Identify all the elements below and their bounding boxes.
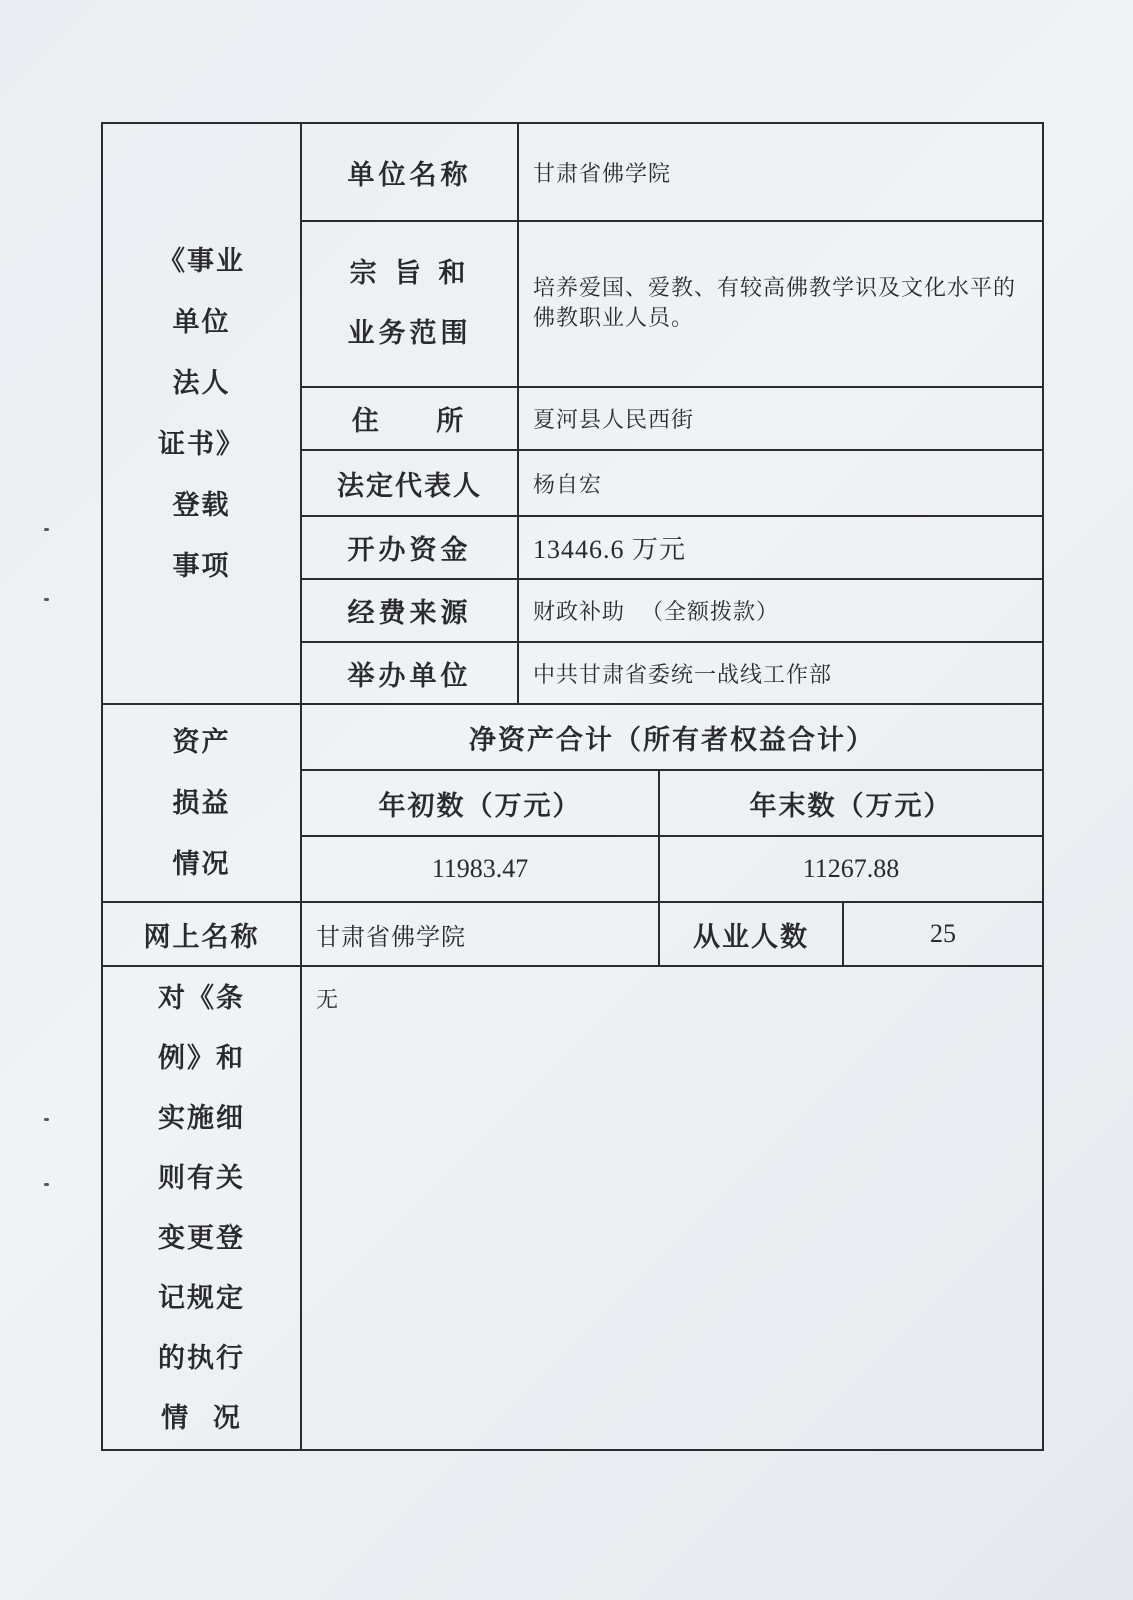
side-line: 记规定 xyxy=(158,1283,245,1314)
row-regulation-compliance xyxy=(102,966,1043,1450)
side-header-assets xyxy=(102,704,301,902)
value-funding-source: 财政补助 （全额拨款） xyxy=(518,579,1043,642)
value-unit-name: 甘肃省佛学院 xyxy=(518,123,1043,221)
side-line: 法人 xyxy=(172,367,231,399)
value-year-end: 11267.88 xyxy=(659,836,1043,902)
punch-mark xyxy=(44,528,49,531)
side-line: 《事业 xyxy=(158,245,245,277)
side-line: 情 况 xyxy=(161,1403,242,1434)
side-line: 变更登 xyxy=(158,1223,245,1254)
value-sponsor: 中共甘肃省委统一战线工作部 xyxy=(518,642,1043,704)
label-staff-count: 从业人数 xyxy=(659,902,843,966)
side-line: 证书》 xyxy=(158,428,245,460)
value-compliance: 无 xyxy=(301,966,1043,1450)
label-purpose-scope xyxy=(301,221,518,387)
side-line: 的执行 xyxy=(158,1343,245,1374)
value-year-start: 11983.47 xyxy=(301,836,659,902)
label-year-end: 年末数（万元） xyxy=(659,770,1043,836)
side-line: 事项 xyxy=(172,550,231,582)
value-start-capital: 13446.6 万元 xyxy=(518,516,1043,579)
punch-mark xyxy=(44,1118,49,1121)
side-header-certificate-items xyxy=(102,123,301,704)
row-online-name xyxy=(102,902,1043,966)
value-staff-count: 25 xyxy=(843,902,1043,966)
label-start-capital: 开办资金 xyxy=(301,516,518,579)
punch-mark xyxy=(44,1183,49,1186)
label-line: 业务范围 xyxy=(347,318,472,349)
value-address: 夏河县人民西街 xyxy=(518,387,1043,450)
registration-form-table xyxy=(101,122,1044,1451)
label-funding-source: 经费来源 xyxy=(301,579,518,642)
row-unit-name xyxy=(102,123,1043,221)
side-line: 单位 xyxy=(172,306,231,338)
label-unit-name: 单位名称 xyxy=(301,123,518,221)
label-online-name: 网上名称 xyxy=(102,902,301,966)
value-purpose-scope: 培养爱国、爱教、有较高佛教学识及文化水平的佛教职业人员。 xyxy=(518,221,1043,387)
label-year-start: 年初数（万元） xyxy=(301,770,659,836)
label-line: 宗 旨 和 xyxy=(349,258,470,289)
side-line: 对《条 xyxy=(158,983,245,1014)
net-assets-header: 净资产合计（所有者权益合计） xyxy=(301,704,1043,770)
side-line: 实施细 xyxy=(158,1103,245,1134)
side-line: 情况 xyxy=(172,848,231,880)
side-line: 损益 xyxy=(172,787,231,819)
side-line: 资产 xyxy=(172,726,231,758)
label-address: 住 所 xyxy=(301,387,518,450)
side-line: 登载 xyxy=(172,489,231,521)
row-net-assets-header xyxy=(102,704,1043,770)
side-line: 例》和 xyxy=(158,1043,245,1074)
side-header-compliance xyxy=(102,966,301,1450)
label-sponsor: 举办单位 xyxy=(301,642,518,704)
value-legal-representative: 杨自宏 xyxy=(518,450,1043,516)
label-legal-representative: 法定代表人 xyxy=(301,450,518,516)
side-line: 则有关 xyxy=(158,1163,245,1194)
punch-mark xyxy=(44,598,49,601)
value-online-name: 甘肃省佛学院 xyxy=(301,902,659,966)
